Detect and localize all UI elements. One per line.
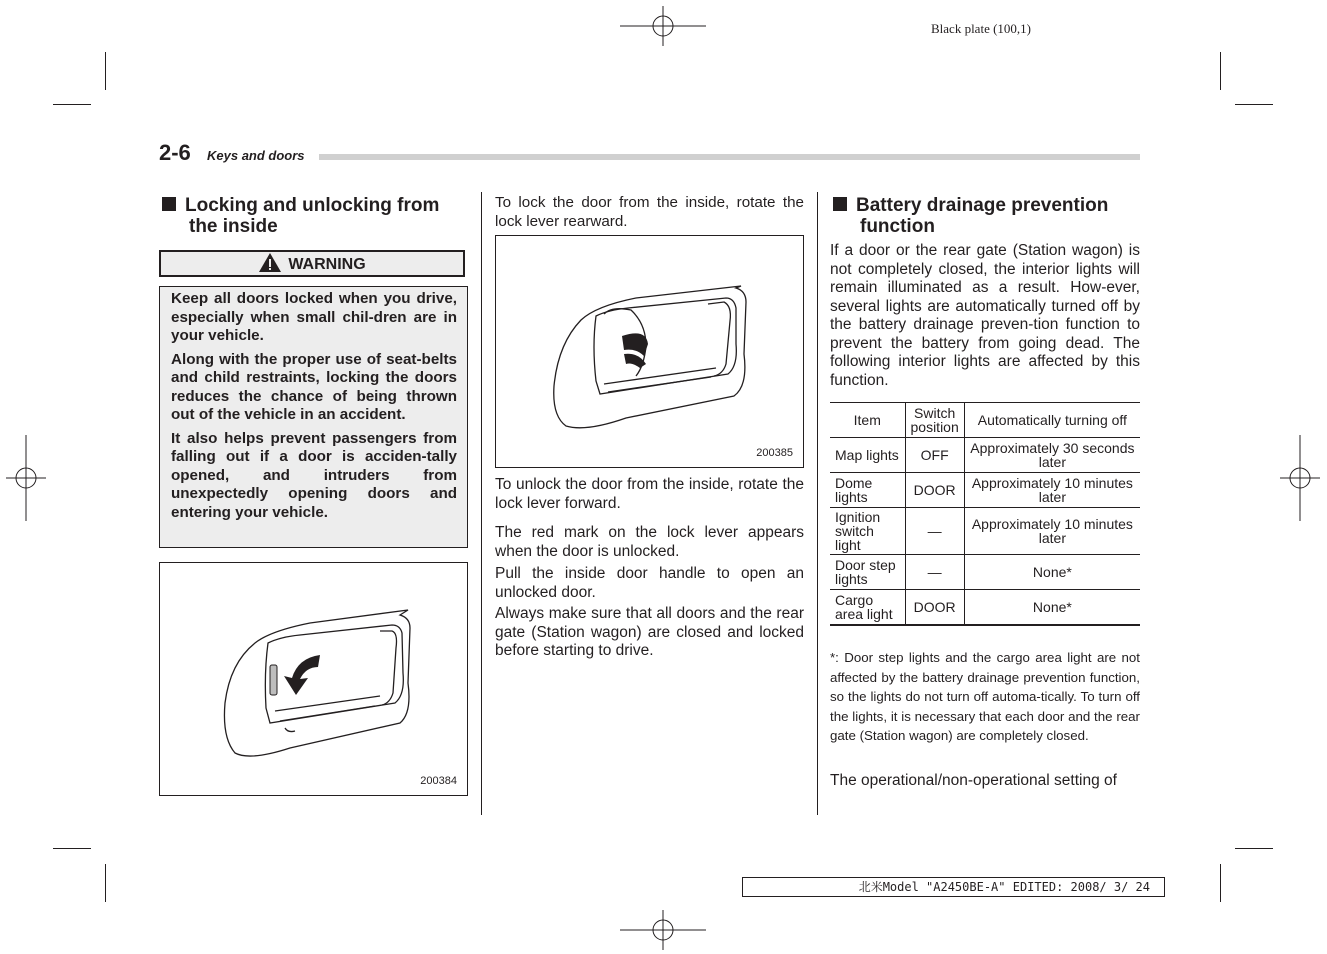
cell-switch: — xyxy=(905,555,964,590)
warning-paragraph: Along with the proper use of seat-belts and child restraints, locking the doors reduces the chance of being thrown out of the vehicle in an accident. xyxy=(171,350,457,423)
closed-check-note: Always make sure that all doors and the rear gate (Station wagon) are closed and locked before starting to drive. xyxy=(495,605,804,659)
red-mark-note: The red mark on the lock lever appears when the door is unlocked. xyxy=(495,524,804,560)
cell-switch: — xyxy=(905,508,964,555)
cell-switch: DOOR xyxy=(905,590,964,625)
warning-paragraph: Keep all doors locked when you drive, especially when small chil-dren are in your vehicle. xyxy=(171,290,457,344)
edit-stamp: 北米Model "A2450BE-A" EDITED: 2008/ 3/ 24 xyxy=(742,877,1165,897)
registration-mark-icon xyxy=(6,435,46,521)
crop-mark xyxy=(1235,848,1273,849)
column-header: Automatically turning off xyxy=(964,403,1140,438)
cell-auto-off: Approximately 10 minutes later xyxy=(964,473,1140,508)
figure-lock-lever xyxy=(495,235,804,468)
crop-mark xyxy=(105,52,106,90)
table-row xyxy=(830,590,1140,625)
column-header: Switch position xyxy=(905,403,964,438)
column-divider xyxy=(817,192,818,815)
unlock-instruction: To unlock the door from the inside, rotate the lock lever forward. xyxy=(495,476,804,512)
cell-auto-off: Approximately 30 seconds later xyxy=(964,438,1140,473)
table-row xyxy=(830,508,1140,555)
square-bullet-icon xyxy=(162,197,176,211)
section-heading-battery: Battery drainage prevention function xyxy=(833,195,1153,237)
warning-body xyxy=(159,286,468,548)
cell-auto-off: Approximately 10 minutes later xyxy=(964,508,1140,555)
registration-mark-icon xyxy=(1280,435,1320,521)
warning-header xyxy=(159,250,465,277)
page-number: 2-6 xyxy=(159,140,191,165)
crop-mark xyxy=(53,848,91,849)
registration-mark-icon xyxy=(620,6,706,46)
chapter-title: Keys and doors xyxy=(207,148,305,163)
cell-item: Map lights xyxy=(830,438,905,473)
figure-code: 200385 xyxy=(756,447,793,459)
plate-label: Black plate (100,1) xyxy=(931,21,1031,36)
header-rule xyxy=(319,154,1140,160)
middle-paragraphs xyxy=(495,476,804,661)
crop-mark xyxy=(1220,864,1221,902)
cell-auto-off: None* xyxy=(964,555,1140,590)
cell-item: Dome lights xyxy=(830,473,905,508)
continuation-text: The operational/non-operational setting of xyxy=(830,772,1117,789)
battery-intro: If a door or the rear gate (Station wagon) is not completely closed, the interior lights will remain illuminated as a result. How-ever, several lights are automatically turned off by the battery drainage preven-tion function to prevent the battery from going dead. The following interior lights are affected by this function. xyxy=(830,242,1140,389)
cell-switch: OFF xyxy=(905,438,964,473)
cell-auto-off: None* xyxy=(964,590,1140,625)
crop-mark xyxy=(53,104,91,105)
figure-unlock-lever xyxy=(159,562,468,796)
affected-lights-table xyxy=(830,402,1140,626)
cell-switch: DOOR xyxy=(905,473,964,508)
crop-mark xyxy=(105,864,106,902)
table-header-row xyxy=(830,403,1140,438)
page-header xyxy=(159,140,1140,166)
cell-item: Door step lights xyxy=(830,555,905,590)
column-divider xyxy=(481,192,482,815)
crop-mark xyxy=(1235,104,1273,105)
warning-label: WARNING xyxy=(288,256,366,273)
lock-instruction: To lock the door from the inside, rotate the lock lever rearward. xyxy=(495,194,804,230)
warning-triangle-icon xyxy=(258,252,282,273)
warning-paragraph: It also helps prevent passengers from falling out if a door is acciden-tally opened, and intruders from unexpectedly opening doors and entering your vehicle. xyxy=(171,429,457,521)
cell-item: Cargo area light xyxy=(830,590,905,625)
handle-instruction: Pull the inside door handle to open an unlocked door. xyxy=(495,565,804,601)
column-header: Item xyxy=(830,403,905,438)
table-row xyxy=(830,473,1140,508)
table-row xyxy=(830,555,1140,590)
cell-item: Ignition switch light xyxy=(830,508,905,555)
crop-mark xyxy=(1220,52,1221,90)
table-footnote: *: Door step lights and the cargo area light are not affected by the battery drainage prevention function, so the lights do not turn off automa-tically. To turn off the lights, it is necessary that each door and the rear gate (Station wagon) are completely closed. xyxy=(830,650,1140,743)
square-bullet-icon xyxy=(833,197,847,211)
table-row xyxy=(830,438,1140,473)
section-heading-locking: Locking and unlocking from the inside xyxy=(162,195,472,237)
door-handle-lock-illustration xyxy=(496,236,803,467)
registration-mark-icon xyxy=(620,910,706,950)
door-handle-unlock-illustration xyxy=(160,563,467,795)
figure-code: 200384 xyxy=(420,775,457,787)
